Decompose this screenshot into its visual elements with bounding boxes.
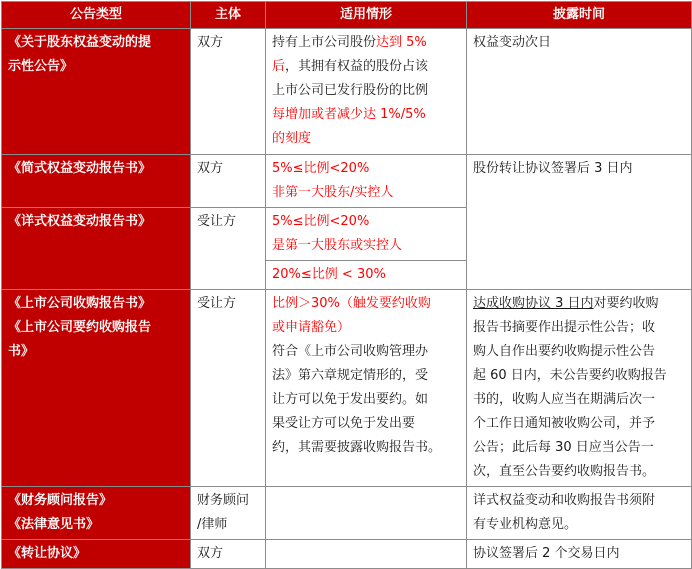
situation-line: 让方可以免于发出要约。如 xyxy=(272,392,429,407)
subject-line: /律师 xyxy=(197,517,228,532)
type-line: 《关于股东权益变动的提 xyxy=(8,35,152,50)
header-situation: 适用情形 xyxy=(266,2,467,29)
disclosure-line: 起 60 日内，未公告要约收购报告 xyxy=(473,368,667,383)
disclosure-line: 协议签署后 2 个交易日内 xyxy=(473,546,620,561)
subject-cell xyxy=(191,487,266,540)
header-type: 公告类型 xyxy=(2,2,191,29)
disclosure-line: 股份转让协议签署后 3 日内 xyxy=(473,161,633,176)
situation-text: 持有上市公司股份 xyxy=(272,35,377,50)
situation-cell xyxy=(266,29,467,155)
situation-line: 上市公司已发行股份的比例 xyxy=(272,83,429,98)
table-row xyxy=(2,29,692,155)
situation-line: 5%≤比例<20% xyxy=(272,214,370,229)
situation-cell xyxy=(266,155,467,208)
disclosure-cell xyxy=(467,155,692,290)
type-line: 《财务顾问报告》 xyxy=(8,493,113,508)
disclosure-line: 有专业机构意见。 xyxy=(473,517,578,532)
subject-line: 财务顾问 xyxy=(197,493,250,508)
disclosure-line: 报告书摘要作出提示性公告；收 xyxy=(473,320,656,335)
subject-cell: 双方 xyxy=(191,540,266,569)
type-line: 《法律意见书》 xyxy=(8,517,100,532)
situation-line: 或申请豁免） xyxy=(272,320,351,335)
disclosure-line: 公告；此后每 30 日应当公告一 xyxy=(473,440,654,455)
disclosure-table-container xyxy=(1,1,691,561)
type-line: 示性公告》 xyxy=(8,59,74,74)
type-line: 书》 xyxy=(8,344,35,359)
disclosure-line: 个工作日通知被收购公司，并予 xyxy=(473,416,656,431)
disclosure-line: 购人自作出要约收购提示性公告 xyxy=(473,344,656,359)
situation-cell xyxy=(266,487,467,540)
subject-cell: 受让方 xyxy=(191,290,266,487)
type-line: 《转让协议》 xyxy=(8,546,87,561)
disclosure-line: 次，直至公告要约收购报告书。 xyxy=(473,464,656,479)
situation-line: 每增加或者减少达 1%/5% xyxy=(272,107,426,122)
type-line: 《上市公司要约收购报告 xyxy=(8,320,152,335)
situation-text-highlight: 后 xyxy=(272,59,286,74)
type-cell xyxy=(2,487,191,540)
situation-line: 是第一大股东或实控人 xyxy=(272,238,403,253)
situation-line xyxy=(272,55,460,79)
situation-line: 比例＞30%（触发要约收购 xyxy=(272,296,431,311)
type-cell xyxy=(2,540,191,569)
table-row xyxy=(2,155,692,208)
situation-text-highlight: 达到 5% xyxy=(376,35,427,50)
header-row xyxy=(2,2,692,29)
disclosure-line: 详式权益变动和收购报告书须附 xyxy=(473,493,656,508)
situation-line: 符合《上市公司收购管理办 xyxy=(272,344,429,359)
type-line: 《简式权益变动报告书》 xyxy=(8,161,152,176)
disclosure-cell xyxy=(467,540,692,569)
subject-cell: 双方 xyxy=(191,155,266,208)
table-row xyxy=(2,540,692,569)
situation-line: 的刻度 xyxy=(272,131,312,146)
type-cell xyxy=(2,290,191,487)
situation-line: 约，其需要披露收购报告书。 xyxy=(272,440,442,455)
disclosure-line: 书的，收购人应当在期满后次一 xyxy=(473,392,656,407)
situation-cell xyxy=(266,208,467,261)
type-cell xyxy=(2,155,191,208)
situation-line: 果受让方可以免于发出要 xyxy=(272,416,416,431)
subject-cell: 双方 xyxy=(191,29,266,155)
type-line: 《详式权益变动报告书》 xyxy=(8,214,152,229)
disclosure-cell xyxy=(467,290,692,487)
situation-line: 20%≤比例 < 30% xyxy=(272,267,386,282)
type-cell xyxy=(2,29,191,155)
table-row xyxy=(2,487,692,540)
situation-line: 非第一大股东/实控人 xyxy=(272,185,394,200)
situation-line: 5%≤比例<20% xyxy=(272,161,370,176)
disclosure-cell xyxy=(467,29,692,155)
situation-cell xyxy=(266,261,467,290)
situation-text: ，其拥有权益的股份占该 xyxy=(285,59,429,74)
subject-cell: 受让方 xyxy=(191,208,266,290)
disclosure-table xyxy=(1,1,692,569)
situation-cell xyxy=(266,540,467,569)
disclosure-text-underlined: 达成收购协议 3 日内 xyxy=(473,296,594,311)
table-row xyxy=(2,290,692,487)
type-line: 《上市公司收购报告书》 xyxy=(8,296,152,311)
situation-cell xyxy=(266,290,467,487)
disclosure-line xyxy=(473,292,685,316)
header-subject: 主体 xyxy=(191,2,266,29)
disclosure-line: 权益变动次日 xyxy=(473,35,552,50)
situation-line: 法》第六章规定情形的，受 xyxy=(272,368,429,383)
situation-line xyxy=(272,31,460,55)
disclosure-text: 对要约收购 xyxy=(593,296,659,311)
type-cell xyxy=(2,208,191,290)
header-disclosure: 披露时间 xyxy=(467,2,692,29)
disclosure-cell xyxy=(467,487,692,540)
